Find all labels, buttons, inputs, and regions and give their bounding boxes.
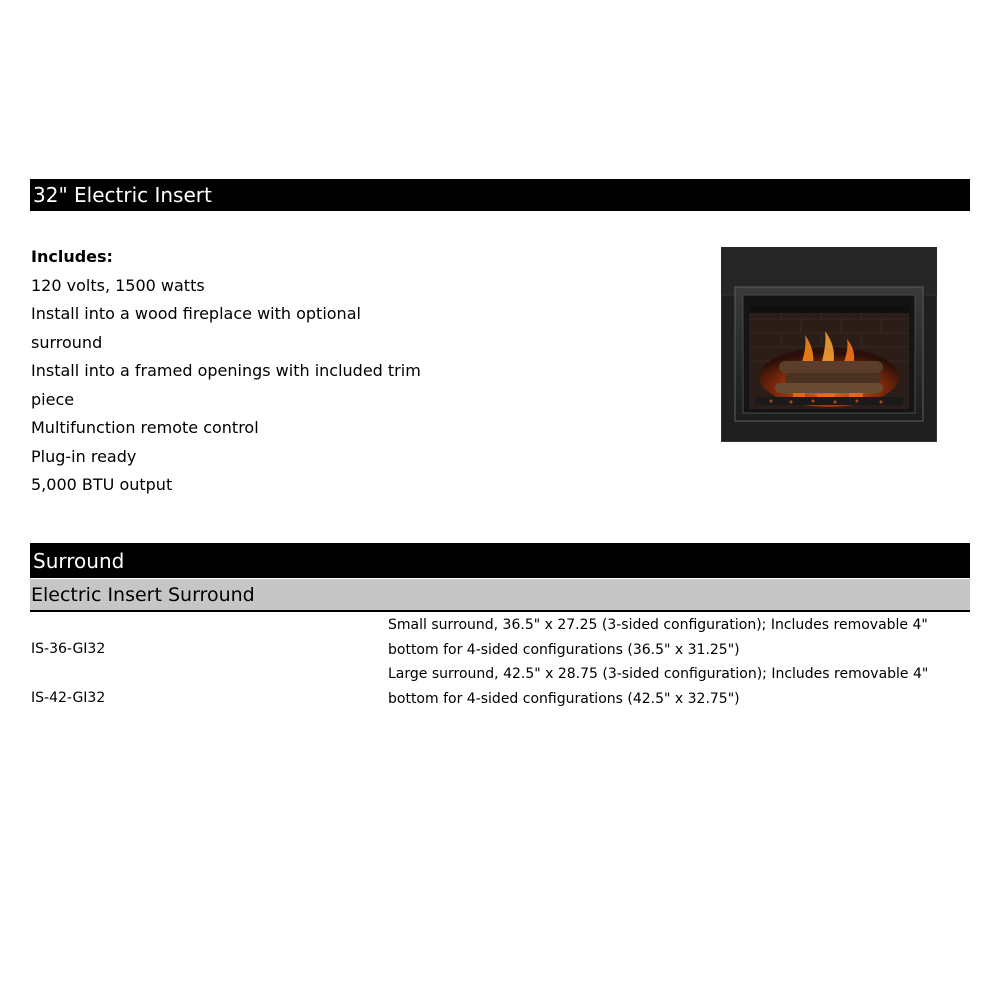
part-number-is-36: IS-36-GI32 bbox=[31, 641, 106, 657]
part-number-is-42: IS-42-GI32 bbox=[31, 690, 106, 706]
electric-insert-surround-heading: Electric Insert Surround bbox=[30, 579, 970, 612]
fireplace-insert-image bbox=[721, 247, 937, 442]
includes-item-btu: 5,000 BTU output bbox=[31, 475, 173, 494]
part-description-is-36: Small surround, 36.5" x 27.25 (3-sided configuration); Includes removable 4" bottom for 4-sided configurations (36.5" x 31.25") bbox=[388, 617, 928, 658]
includes-list bbox=[31, 243, 431, 500]
surround-section-heading: Surround bbox=[30, 543, 970, 578]
includes-item-power: 120 volts, 1500 watts bbox=[31, 275, 205, 295]
includes-heading: Includes: bbox=[31, 247, 113, 266]
includes-item-framed-opening: Install into a framed openings with included trim piece bbox=[31, 361, 421, 409]
includes-item-wood-fireplace: Install into a wood fireplace with optional surround bbox=[31, 304, 361, 352]
page-title: 32" Electric Insert bbox=[30, 179, 970, 211]
includes-item-plug-in: Plug-in ready bbox=[31, 446, 137, 466]
part-description-is-42: Large surround, 42.5" x 28.75 (3-sided configuration); Includes removable 4" bottom for 4-sided configurations (42.5" x 32.75") bbox=[388, 666, 929, 707]
includes-item-remote: Multifunction remote control bbox=[31, 418, 259, 437]
